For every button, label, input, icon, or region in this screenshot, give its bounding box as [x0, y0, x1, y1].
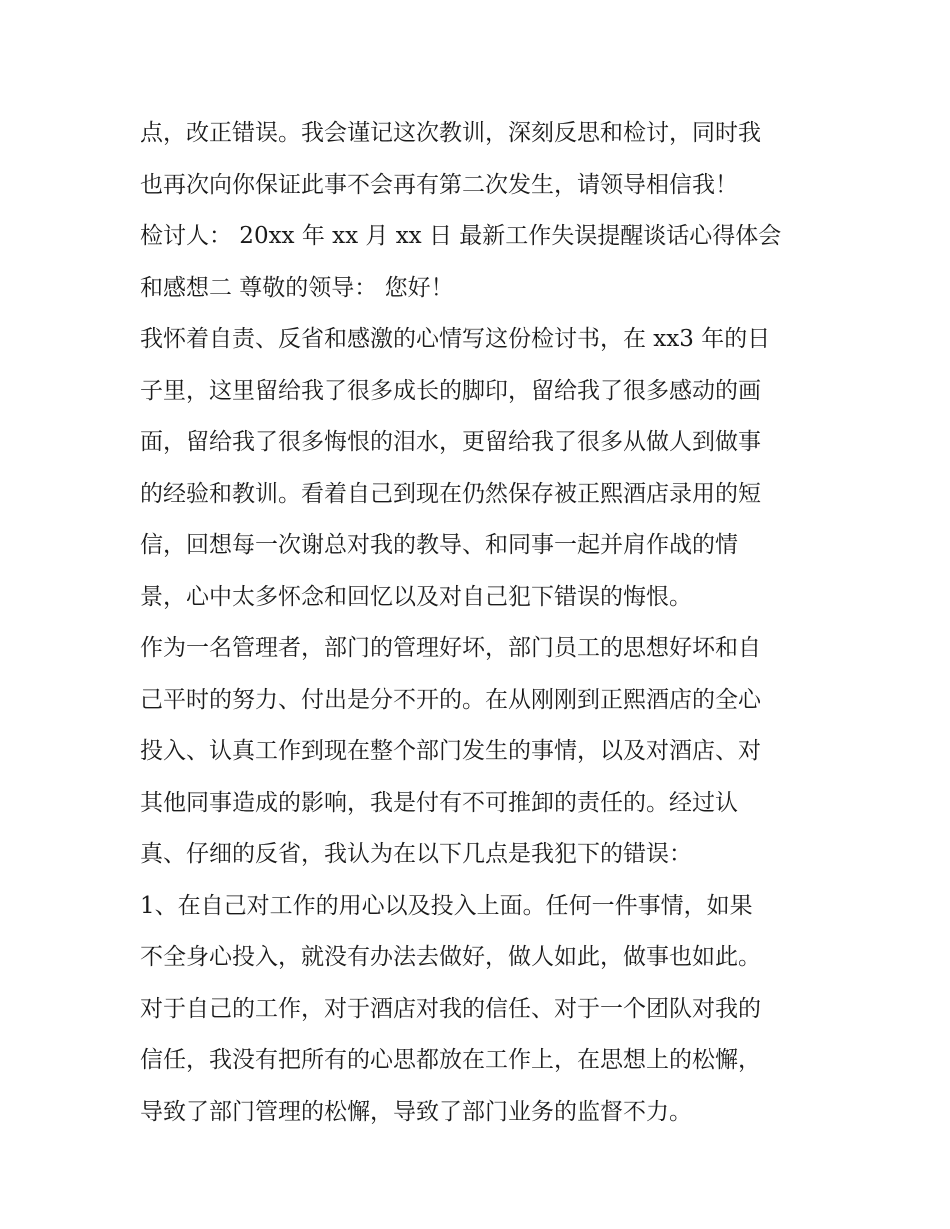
text-line: 检讨人： 20xx 年 xx 月 xx 日 最新工作失误提醒谈话心得体会 [140, 223, 782, 249]
text-line: 信，回想每一次谢总对我的教导、和同事一起并肩作战的情 [140, 532, 738, 558]
text-line: 子里，这里留给我了很多成长的脚印，留给我了很多感动的画 [140, 377, 761, 404]
text-line: 点，改正错误。我会谨记这次教训，深刻反思和检讨，同时我 [140, 120, 761, 146]
text-line: 面，留给我了很多悔恨的泪水，更留给我了很多从做人到做事 [140, 429, 761, 455]
text-line: 和感想二 尊敬的领导： 您好！ [140, 274, 454, 301]
text-line: 也再次向你保证此事不会再有第二次发生，请领导相信我！ [140, 171, 738, 198]
text-line: 对于自己的工作，对于酒店对我的信任、对于一个团队对我的 [140, 995, 761, 1022]
text-line: 作为一名管理者，部门的管理好坏，部门员工的思想好坏和自 [140, 635, 761, 661]
text-line: 信任，我没有把所有的心思都放在工作上，在思想上的松懈， [140, 1047, 761, 1073]
text-line: 己平时的努力、付出是分不开的。在从刚刚到正熙酒店的全心 [140, 686, 761, 713]
text-line: 不全身心投入，就没有办法去做好，做人如此，做事也如此。 [140, 944, 761, 970]
text-line: 真、仔细的反省，我认为在以下几点是我犯下的错误： [140, 841, 692, 867]
text-line: 1、在自己对工作的用心以及投入上面。任何一件事情，如果 [140, 892, 753, 919]
text-line: 景，心中太多怀念和回忆以及对自己犯下错误的悔恨。 [140, 583, 692, 610]
text-line: 投入、认真工作到现在整个部门发生的事情，以及对酒店、对 [140, 738, 761, 764]
text-line: 导致了部门管理的松懈，导致了部门业务的监督不力。 [140, 1098, 692, 1125]
text-line: 我怀着自责、反省和感激的心情写这份检讨书，在 xx3 年的日 [140, 326, 771, 352]
text-line: 其他同事造成的影响，我是付有不可推卸的责任的。经过认 [140, 789, 738, 816]
text-line: 的经验和教训。看着自己到现在仍然保存被正熙酒店录用的短 [140, 480, 761, 507]
document-body [140, 108, 820, 1138]
